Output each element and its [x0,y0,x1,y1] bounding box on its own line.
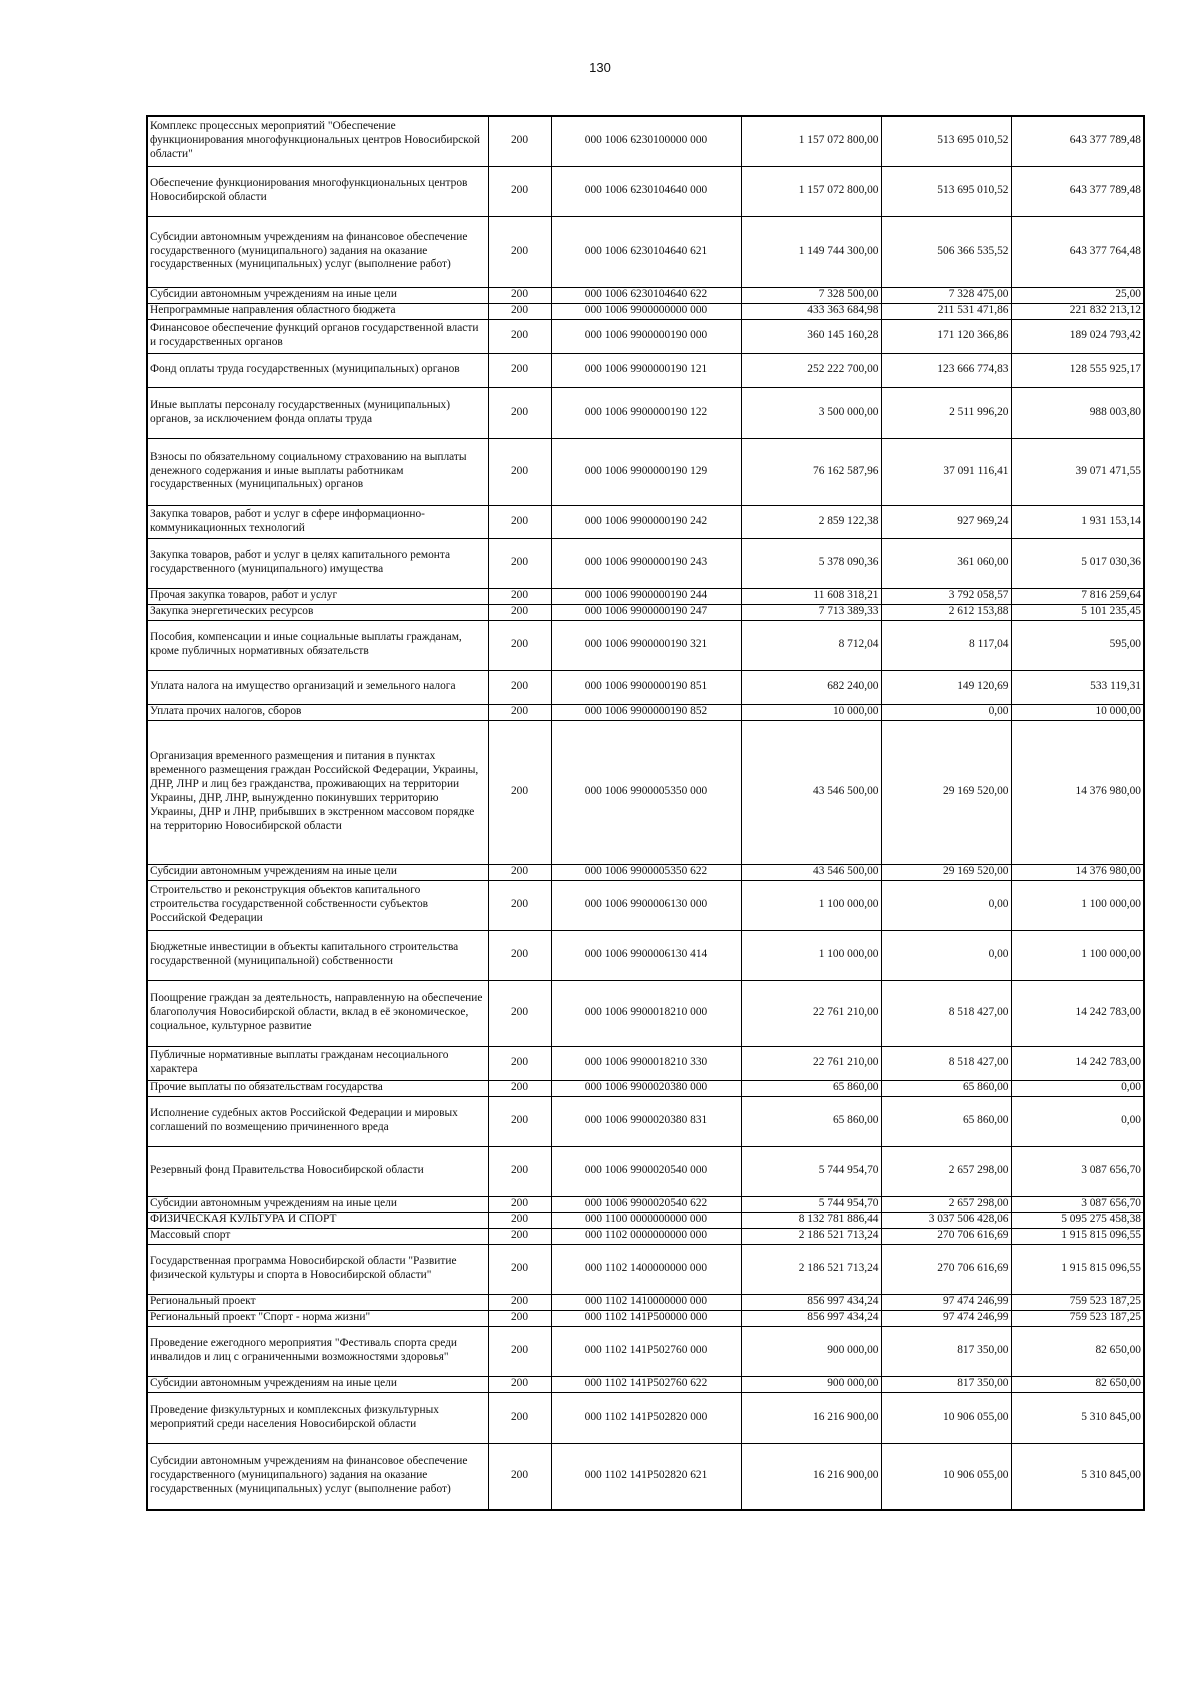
table-row [147,166,1144,216]
item-name-cell: Региональный проект "Спорт - норма жизни" [147,1310,488,1326]
executed-amount-cell: 0,00 [881,880,1011,930]
approved-amount-cell: 1 157 072 800,00 [741,116,881,166]
item-name-cell: Субсидии автономным учреждениям на финансовое обеспечение государственного (муниципального) задания на оказание государственных (муниципальных) услуг (выполнение работ) [147,216,488,287]
line-code-cell: 200 [488,303,551,319]
approved-amount-cell: 433 363 684,98 [741,303,881,319]
executed-amount-cell: 123 666 774,83 [881,353,1011,387]
unexecuted-amount-cell: 533 119,31 [1011,670,1144,704]
executed-amount-cell: 817 350,00 [881,1376,1011,1392]
executed-amount-cell: 3 792 058,57 [881,588,1011,604]
approved-amount-cell: 43 546 500,00 [741,864,881,880]
approved-amount-cell: 2 859 122,38 [741,505,881,538]
budget-classification-code-cell: 000 1006 6230104640 621 [551,216,741,287]
line-code-cell: 200 [488,588,551,604]
unexecuted-amount-cell: 759 523 187,25 [1011,1294,1144,1310]
approved-amount-cell: 65 860,00 [741,1096,881,1146]
budget-classification-code-cell: 000 1006 9900000190 247 [551,604,741,620]
item-name-cell: Субсидии автономным учреждениям на иные цели [147,287,488,303]
item-name-cell: Закупка энергетических ресурсов [147,604,488,620]
budget-classification-code-cell: 000 1006 9900005350 000 [551,720,741,864]
executed-amount-cell: 8 518 427,00 [881,980,1011,1046]
table-row [147,387,1144,438]
executed-amount-cell: 270 706 616,69 [881,1244,1011,1294]
approved-amount-cell: 1 100 000,00 [741,930,881,980]
executed-amount-cell: 8 518 427,00 [881,1046,1011,1080]
approved-amount-cell: 3 500 000,00 [741,387,881,438]
item-name-cell: Иные выплаты персоналу государственных (муниципальных) органов, за исключением фонда оплаты труда [147,387,488,438]
approved-amount-cell: 1 157 072 800,00 [741,166,881,216]
table-row [147,1212,1144,1228]
approved-amount-cell: 65 860,00 [741,1080,881,1096]
budget-classification-code-cell: 000 1006 9900018210 330 [551,1046,741,1080]
budget-classification-code-cell: 000 1006 6230100000 000 [551,116,741,166]
item-name-cell: Субсидии автономным учреждениям на иные цели [147,1376,488,1392]
approved-amount-cell: 856 997 434,24 [741,1294,881,1310]
unexecuted-amount-cell: 189 024 793,42 [1011,319,1144,353]
item-name-cell: Субсидии автономным учреждениям на иные цели [147,864,488,880]
approved-amount-cell: 682 240,00 [741,670,881,704]
budget-classification-code-cell: 000 1006 9900000190 122 [551,387,741,438]
table-row [147,864,1144,880]
executed-amount-cell: 7 328 475,00 [881,287,1011,303]
line-code-cell: 200 [488,1096,551,1146]
budget-classification-code-cell: 000 1102 141P502760 000 [551,1326,741,1376]
budget-classification-code-cell: 000 1102 1400000000 000 [551,1244,741,1294]
budget-classification-code-cell: 000 1006 9900020380 831 [551,1096,741,1146]
item-name-cell: Закупка товаров, работ и услуг в целях капитального ремонта государственного (муниципального) имущества [147,538,488,588]
approved-amount-cell: 11 608 318,21 [741,588,881,604]
line-code-cell: 200 [488,930,551,980]
approved-amount-cell: 22 761 210,00 [741,980,881,1046]
table-row [147,319,1144,353]
executed-amount-cell: 3 037 506 428,06 [881,1212,1011,1228]
table-row [147,1294,1144,1310]
executed-amount-cell: 2 612 153,88 [881,604,1011,620]
table-row [147,287,1144,303]
executed-amount-cell: 2 657 298,00 [881,1196,1011,1212]
approved-amount-cell: 360 145 160,28 [741,319,881,353]
unexecuted-amount-cell: 5 101 235,45 [1011,604,1144,620]
approved-amount-cell: 22 761 210,00 [741,1046,881,1080]
executed-amount-cell: 270 706 616,69 [881,1228,1011,1244]
approved-amount-cell: 1 149 744 300,00 [741,216,881,287]
line-code-cell: 200 [488,1310,551,1326]
unexecuted-amount-cell: 3 087 656,70 [1011,1146,1144,1196]
unexecuted-amount-cell: 14 242 783,00 [1011,1046,1144,1080]
item-name-cell: Строительство и реконструкция объектов капитального строительства государственной собственности субъектов Российской Федерации [147,880,488,930]
unexecuted-amount-cell: 82 650,00 [1011,1376,1144,1392]
executed-amount-cell: 927 969,24 [881,505,1011,538]
unexecuted-amount-cell: 0,00 [1011,1096,1144,1146]
table-row [147,438,1144,505]
table-row [147,505,1144,538]
budget-classification-code-cell: 000 1006 9900018210 000 [551,980,741,1046]
table-row [147,1443,1144,1510]
table-row [147,1146,1144,1196]
budget-classification-code-cell: 000 1102 1410000000 000 [551,1294,741,1310]
item-name-cell: Субсидии автономным учреждениям на финансовое обеспечение государственного (муниципального) задания на оказание государственных (муниципальных) услуг (выполнение работ) [147,1443,488,1510]
approved-amount-cell: 16 216 900,00 [741,1392,881,1443]
line-code-cell: 200 [488,1212,551,1228]
approved-amount-cell: 43 546 500,00 [741,720,881,864]
unexecuted-amount-cell: 128 555 925,17 [1011,353,1144,387]
executed-amount-cell: 65 860,00 [881,1096,1011,1146]
unexecuted-amount-cell: 1 915 815 096,55 [1011,1244,1144,1294]
unexecuted-amount-cell: 39 071 471,55 [1011,438,1144,505]
unexecuted-amount-cell: 1 100 000,00 [1011,930,1144,980]
item-name-cell: Бюджетные инвестиции в объекты капитального строительства государственной (муниципальной) собственности [147,930,488,980]
table-row [147,1080,1144,1096]
approved-amount-cell: 5 744 954,70 [741,1146,881,1196]
table-row [147,704,1144,720]
budget-classification-code-cell: 000 1006 9900000190 000 [551,319,741,353]
budget-classification-code-cell: 000 1006 9900020540 622 [551,1196,741,1212]
item-name-cell: Поощрение граждан за деятельность, направленную на обеспечение благополучия Новосибирской области, вклад в её экономическое, социальное, культурное развитие [147,980,488,1046]
table-row [147,1228,1144,1244]
line-code-cell: 200 [488,1080,551,1096]
line-code-cell: 200 [488,438,551,505]
budget-classification-code-cell: 000 1006 9900000000 000 [551,303,741,319]
executed-amount-cell: 97 474 246,99 [881,1310,1011,1326]
item-name-cell: Массовый спорт [147,1228,488,1244]
line-code-cell: 200 [488,1294,551,1310]
executed-amount-cell: 29 169 520,00 [881,864,1011,880]
approved-amount-cell: 7 713 389,33 [741,604,881,620]
approved-amount-cell: 8 132 781 886,44 [741,1212,881,1228]
table-row [147,1096,1144,1146]
approved-amount-cell: 900 000,00 [741,1326,881,1376]
executed-amount-cell: 2 511 996,20 [881,387,1011,438]
item-name-cell: Прочие выплаты по обязательствам государства [147,1080,488,1096]
budget-classification-code-cell: 000 1006 9900000190 242 [551,505,741,538]
table-row [147,1196,1144,1212]
line-code-cell: 200 [488,505,551,538]
budget-classification-code-cell: 000 1100 0000000000 000 [551,1212,741,1228]
line-code-cell: 200 [488,1443,551,1510]
line-code-cell: 200 [488,287,551,303]
line-code-cell: 200 [488,1392,551,1443]
line-code-cell: 200 [488,1376,551,1392]
line-code-cell: 200 [488,166,551,216]
approved-amount-cell: 856 997 434,24 [741,1310,881,1326]
table-row [147,880,1144,930]
budget-classification-code-cell: 000 1006 9900000190 852 [551,704,741,720]
line-code-cell: 200 [488,864,551,880]
table-row [147,1376,1144,1392]
item-name-cell: Прочая закупка товаров, работ и услуг [147,588,488,604]
page-number: 130 [589,60,611,75]
unexecuted-amount-cell: 3 087 656,70 [1011,1196,1144,1212]
executed-amount-cell: 513 695 010,52 [881,166,1011,216]
unexecuted-amount-cell: 7 816 259,64 [1011,588,1144,604]
executed-amount-cell: 817 350,00 [881,1326,1011,1376]
executed-amount-cell: 0,00 [881,930,1011,980]
table-row [147,353,1144,387]
budget-classification-code-cell: 000 1006 9900020540 000 [551,1146,741,1196]
executed-amount-cell: 361 060,00 [881,538,1011,588]
approved-amount-cell: 7 328 500,00 [741,287,881,303]
unexecuted-amount-cell: 14 376 980,00 [1011,864,1144,880]
item-name-cell: Организация временного размещения и питания в пунктах временного размещения граждан Российской Федерации, Украины, ДНР, ЛНР и лиц без гражданства, проживающих на территории Украины, ДНР, ЛНР, вынужденно покинувших территорию Украины, ДНР и ЛНР, прибывших в экстренном массовом порядке на территорию Новосибирской области [147,720,488,864]
unexecuted-amount-cell: 10 000,00 [1011,704,1144,720]
unexecuted-amount-cell: 82 650,00 [1011,1326,1144,1376]
unexecuted-amount-cell: 25,00 [1011,287,1144,303]
budget-classification-code-cell: 000 1006 9900006130 000 [551,880,741,930]
line-code-cell: 200 [488,1326,551,1376]
line-code-cell: 200 [488,1146,551,1196]
unexecuted-amount-cell: 595,00 [1011,620,1144,670]
budget-classification-code-cell: 000 1006 9900000190 129 [551,438,741,505]
executed-amount-cell: 513 695 010,52 [881,116,1011,166]
executed-amount-cell: 0,00 [881,704,1011,720]
item-name-cell: Субсидии автономным учреждениям на иные цели [147,1196,488,1212]
unexecuted-amount-cell: 643 377 764,48 [1011,216,1144,287]
approved-amount-cell: 1 100 000,00 [741,880,881,930]
table-row [147,670,1144,704]
unexecuted-amount-cell: 988 003,80 [1011,387,1144,438]
executed-amount-cell: 506 366 535,52 [881,216,1011,287]
budget-classification-code-cell: 000 1006 9900005350 622 [551,864,741,880]
approved-amount-cell: 5 744 954,70 [741,1196,881,1212]
approved-amount-cell: 76 162 587,96 [741,438,881,505]
executed-amount-cell: 171 120 366,86 [881,319,1011,353]
item-name-cell: Закупка товаров, работ и услуг в сфере информационно-коммуникационных технологий [147,505,488,538]
line-code-cell: 200 [488,538,551,588]
item-name-cell: Резервный фонд Правительства Новосибирской области [147,1146,488,1196]
approved-amount-cell: 10 000,00 [741,704,881,720]
table-row [147,1244,1144,1294]
item-name-cell: Непрограммные направления областного бюджета [147,303,488,319]
approved-amount-cell: 2 186 521 713,24 [741,1228,881,1244]
executed-amount-cell: 10 906 055,00 [881,1443,1011,1510]
unexecuted-amount-cell: 643 377 789,48 [1011,166,1144,216]
table-row [147,930,1144,980]
executed-amount-cell: 10 906 055,00 [881,1392,1011,1443]
line-code-cell: 200 [488,704,551,720]
approved-amount-cell: 16 216 900,00 [741,1443,881,1510]
item-name-cell: Фонд оплаты труда государственных (муниципальных) органов [147,353,488,387]
line-code-cell: 200 [488,1046,551,1080]
line-code-cell: 200 [488,387,551,438]
budget-classification-code-cell: 000 1006 9900000190 243 [551,538,741,588]
unexecuted-amount-cell: 5 017 030,36 [1011,538,1144,588]
unexecuted-amount-cell: 5 310 845,00 [1011,1443,1144,1510]
item-name-cell: Проведение физкультурных и комплексных физкультурных мероприятий среди населения Новосибирской области [147,1392,488,1443]
item-name-cell: Уплата прочих налогов, сборов [147,704,488,720]
budget-classification-code-cell: 000 1006 9900000190 321 [551,620,741,670]
line-code-cell: 200 [488,880,551,930]
table-row [147,1046,1144,1080]
approved-amount-cell: 2 186 521 713,24 [741,1244,881,1294]
item-name-cell: Взносы по обязательному социальному страхованию на выплаты денежного содержания и иные выплаты работникам государственных (муниципальных) органов [147,438,488,505]
executed-amount-cell: 29 169 520,00 [881,720,1011,864]
unexecuted-amount-cell: 5 095 275 458,38 [1011,1212,1144,1228]
unexecuted-amount-cell: 221 832 213,12 [1011,303,1144,319]
item-name-cell: Государственная программа Новосибирской области "Развитие физической культуры и спорта в Новосибирской области" [147,1244,488,1294]
line-code-cell: 200 [488,353,551,387]
item-name-cell: Исполнение судебных актов Российской Федерации и мировых соглашений по возмещению причиненного вреда [147,1096,488,1146]
item-name-cell: Финансовое обеспечение функций органов государственной власти и государственных органов [147,319,488,353]
unexecuted-amount-cell: 5 310 845,00 [1011,1392,1144,1443]
budget-classification-code-cell: 000 1006 9900000190 244 [551,588,741,604]
approved-amount-cell: 252 222 700,00 [741,353,881,387]
table-row [147,604,1144,620]
executed-amount-cell: 8 117,04 [881,620,1011,670]
budget-classification-code-cell: 000 1006 9900000190 121 [551,353,741,387]
line-code-cell: 200 [488,216,551,287]
table-row [147,538,1144,588]
budget-classification-code-cell: 000 1006 9900006130 414 [551,930,741,980]
line-code-cell: 200 [488,980,551,1046]
executed-amount-cell: 97 474 246,99 [881,1294,1011,1310]
line-code-cell: 200 [488,720,551,864]
budget-classification-code-cell: 000 1102 0000000000 000 [551,1228,741,1244]
table-row [147,116,1144,166]
item-name-cell: ФИЗИЧЕСКАЯ КУЛЬТУРА И СПОРТ [147,1212,488,1228]
table-row [147,303,1144,319]
budget-classification-code-cell: 000 1006 9900000190 851 [551,670,741,704]
line-code-cell: 200 [488,670,551,704]
line-code-cell: 200 [488,116,551,166]
item-name-cell: Региональный проект [147,1294,488,1310]
table-row [147,1310,1144,1326]
item-name-cell: Проведение ежегодного мероприятия "Фестиваль спорта среди инвалидов и лиц с ограниченными возможностями здоровья" [147,1326,488,1376]
executed-amount-cell: 37 091 116,41 [881,438,1011,505]
budget-classification-code-cell: 000 1006 6230104640 000 [551,166,741,216]
line-code-cell: 200 [488,1244,551,1294]
line-code-cell: 200 [488,620,551,670]
budget-table [146,115,1145,1511]
unexecuted-amount-cell: 643 377 789,48 [1011,116,1144,166]
executed-amount-cell: 65 860,00 [881,1080,1011,1096]
unexecuted-amount-cell: 1 915 815 096,55 [1011,1228,1144,1244]
table-row [147,588,1144,604]
budget-classification-code-cell: 000 1102 141P500000 000 [551,1310,741,1326]
line-code-cell: 200 [488,319,551,353]
budget-table-body [147,116,1144,1510]
line-code-cell: 200 [488,1196,551,1212]
approved-amount-cell: 8 712,04 [741,620,881,670]
table-row [147,720,1144,864]
budget-classification-code-cell: 000 1102 141P502760 622 [551,1376,741,1392]
unexecuted-amount-cell: 1 931 153,14 [1011,505,1144,538]
line-code-cell: 200 [488,1228,551,1244]
item-name-cell: Комплекс процессных мероприятий "Обеспечение функционирования многофункциональных центров Новосибирской области" [147,116,488,166]
table-row [147,980,1144,1046]
unexecuted-amount-cell: 14 242 783,00 [1011,980,1144,1046]
unexecuted-amount-cell: 759 523 187,25 [1011,1310,1144,1326]
approved-amount-cell: 5 378 090,36 [741,538,881,588]
budget-classification-code-cell: 000 1102 141P502820 621 [551,1443,741,1510]
line-code-cell: 200 [488,604,551,620]
unexecuted-amount-cell: 0,00 [1011,1080,1144,1096]
table-row [147,620,1144,670]
budget-classification-code-cell: 000 1006 6230104640 622 [551,287,741,303]
budget-classification-code-cell: 000 1102 141P502820 000 [551,1392,741,1443]
item-name-cell: Обеспечение функционирования многофункциональных центров Новосибирской области [147,166,488,216]
item-name-cell: Пособия, компенсации и иные социальные выплаты гражданам, кроме публичных нормативных обязательств [147,620,488,670]
item-name-cell: Публичные нормативные выплаты гражданам несоциального характера [147,1046,488,1080]
table-row [147,216,1144,287]
budget-classification-code-cell: 000 1006 9900020380 000 [551,1080,741,1096]
item-name-cell: Уплата налога на имущество организаций и земельного налога [147,670,488,704]
table-row [147,1326,1144,1376]
unexecuted-amount-cell: 14 376 980,00 [1011,720,1144,864]
approved-amount-cell: 900 000,00 [741,1376,881,1392]
executed-amount-cell: 211 531 471,86 [881,303,1011,319]
executed-amount-cell: 149 120,69 [881,670,1011,704]
table-row [147,1392,1144,1443]
unexecuted-amount-cell: 1 100 000,00 [1011,880,1144,930]
executed-amount-cell: 2 657 298,00 [881,1146,1011,1196]
